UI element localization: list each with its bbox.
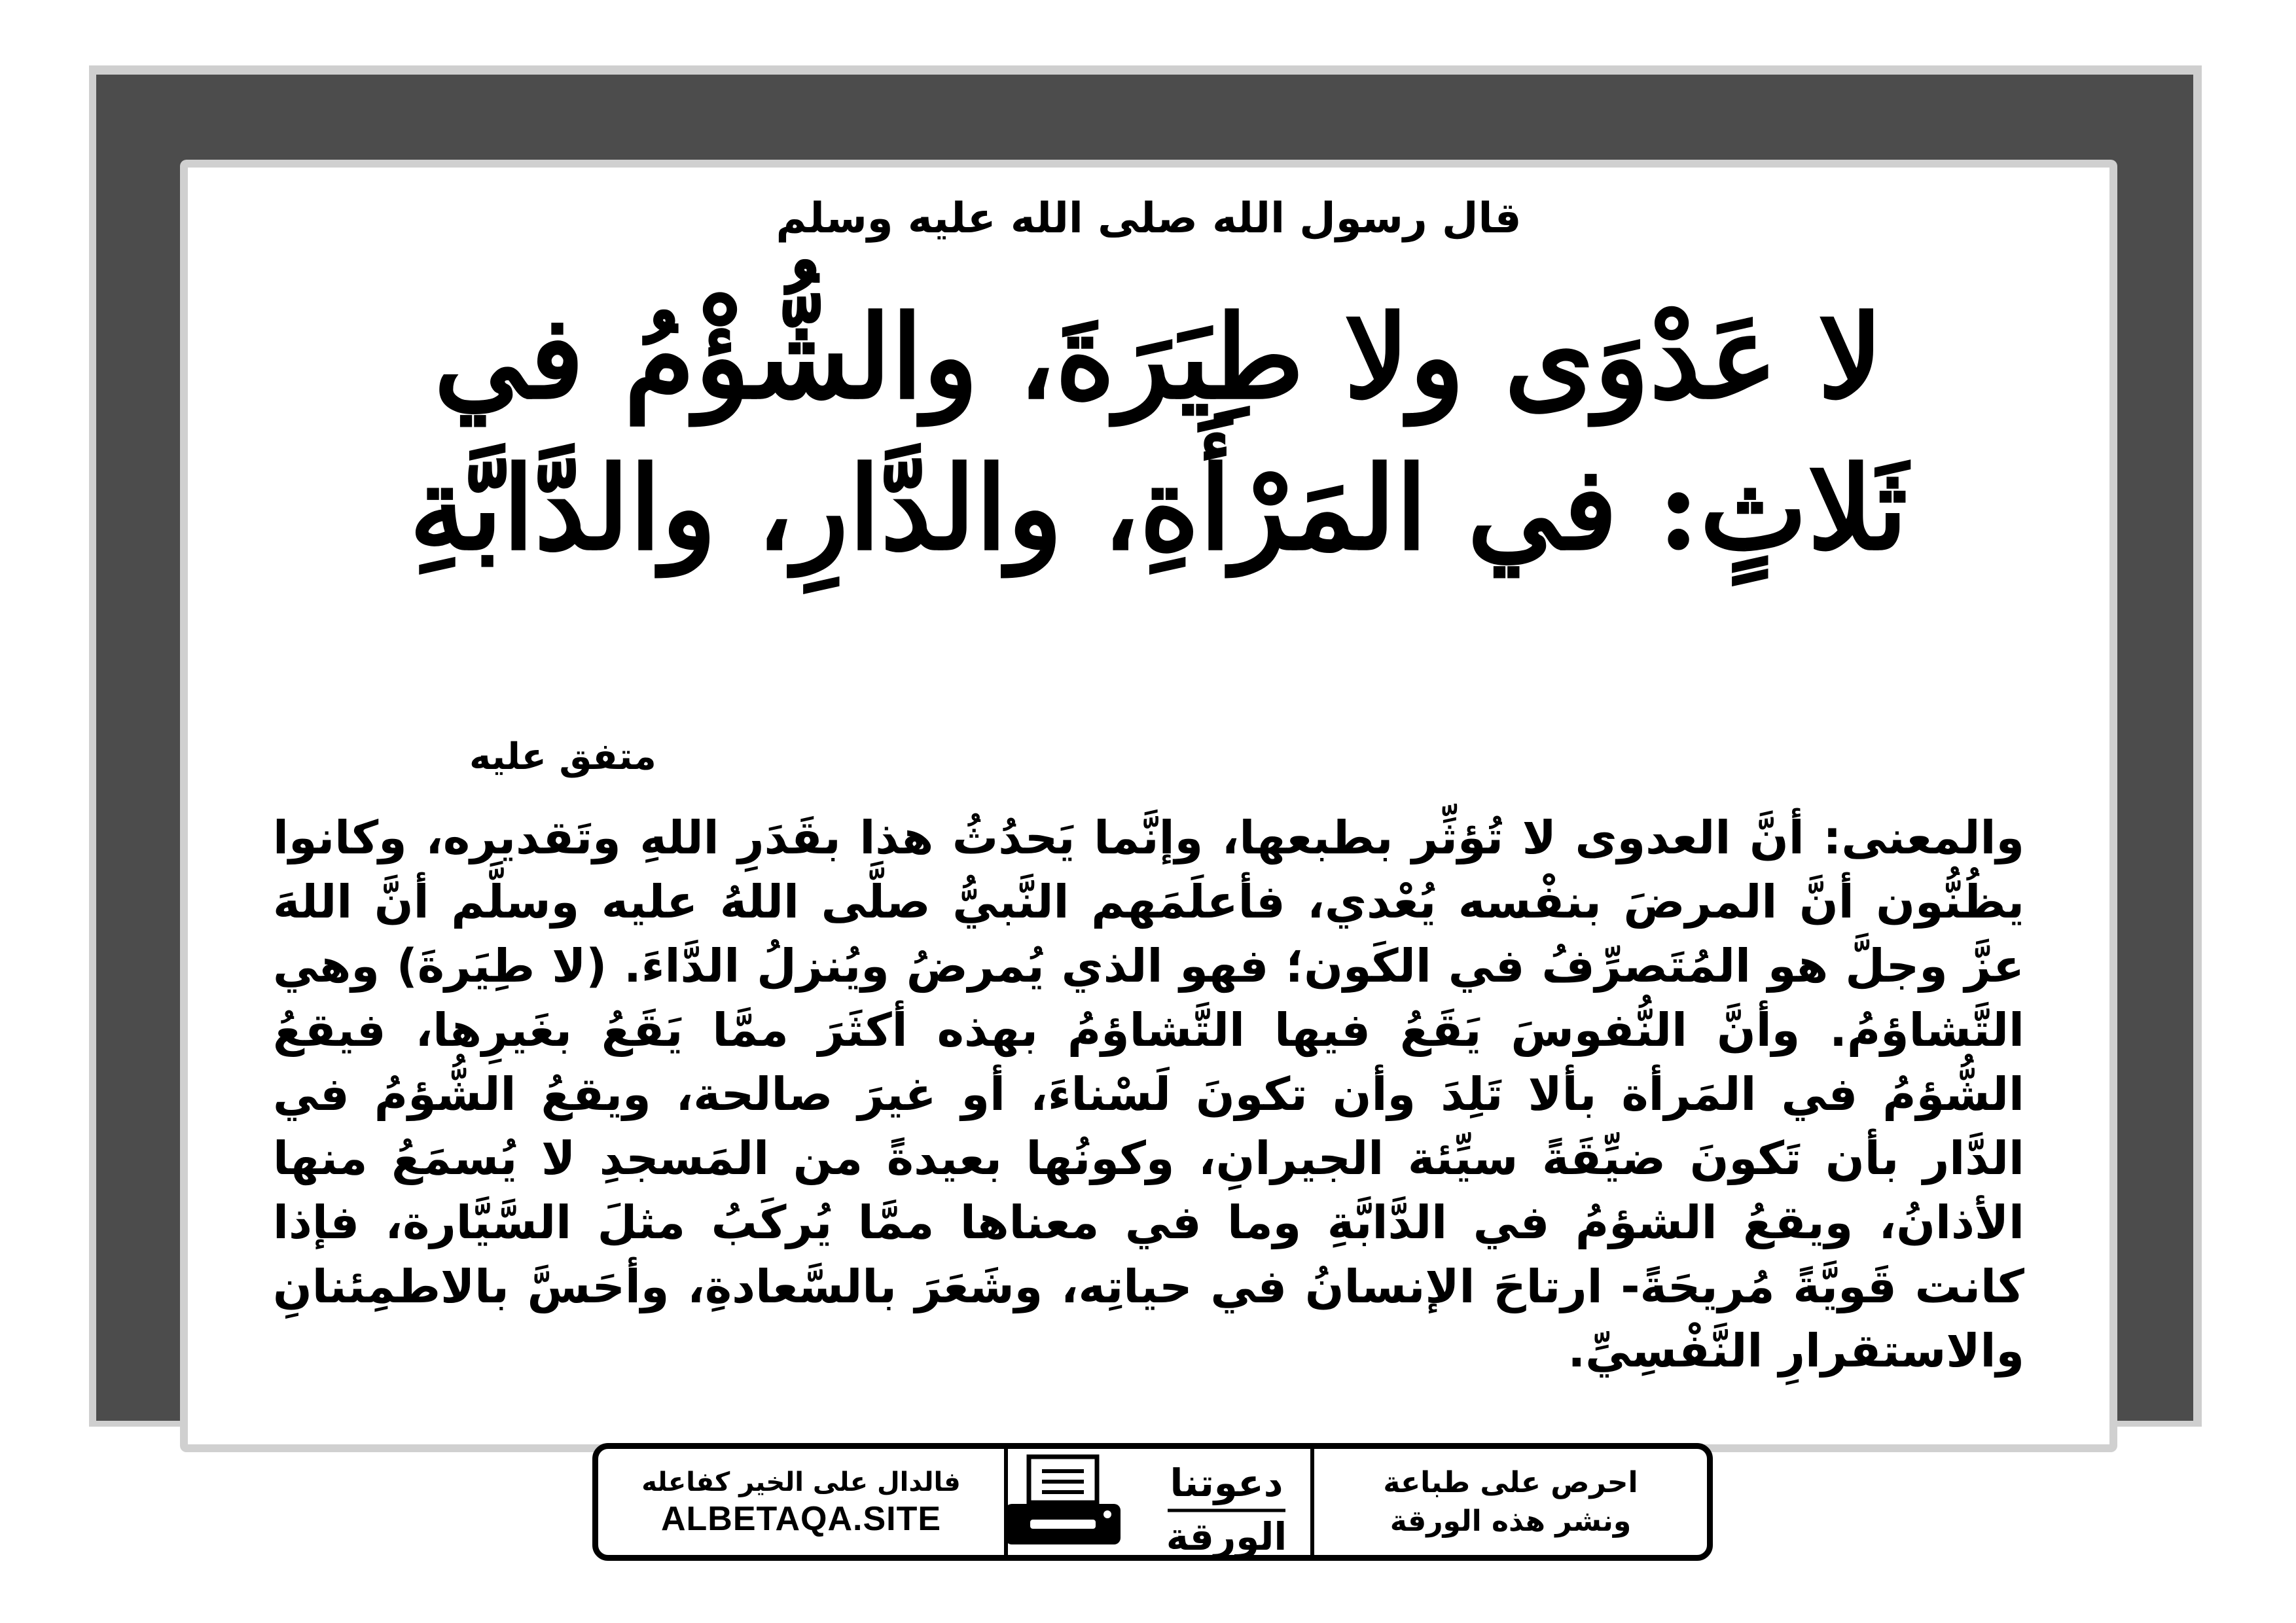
content-card bbox=[180, 160, 2117, 1452]
footer-divider-right bbox=[1310, 1449, 1314, 1555]
logo-text-1: دعوتنا bbox=[1170, 1461, 1283, 1505]
hadith-text bbox=[286, 282, 2031, 584]
footer-print-note bbox=[1314, 1449, 1707, 1555]
meaning-paragraph: والمعنى: أنَّ العدوى لا تُؤثِّر بطبعها، وإنَّما يَحدُثُ هذا بقَدَرِ اللهِ وتَقديره، وكانوا يظُنُّون أنَّ المرضَ بنفْسه يُعْدي، فأعلَمَهم النَّبيُّ صلَّى اللهُ عليه وسلَّم أنَّ اللهَ عزَّ وجلَّ هو المُتَصرِّفُ في الكَون؛ فهو الذي يُمرضُ ويُنزلُ الدَّاءَ. (لا طِيَرةَ) وهي التَّشاؤمُ. وأنَّ النُّفوسَ يَقَعُ فيها التَّشاؤمُ بهذه أكثَرَ ممَّا يَقَعُ بغَيرِها، فيقعُ الشُّؤمُ في المَرأة بألا تَلِدَ وأن تكونَ لَسْناءَ، أو غيرَ صالحة، ويقعُ الشُّؤمُ في الدَّار بأن تَكونَ ضيِّقَةً سيِّئة الجيرانِ، وكونُها بعيدةً من المَسجدِ لا يُسمَعُ منها الأذانُ، ويقعُ الشؤمُ في الدَّابَّةِ وما في معناها ممَّا يُركَبُ مثلَ السَّيَّارة، فإذا كانت قَويَّةً مُريحَةً- ارتاحَ الإنسانُ في حياتِه، وشَعَرَ بالسَّعادةِ، وأحَسَّ بالاطمِئنانِ والاستقرارِ النَّفْسِيِّ. bbox=[273, 811, 2024, 1378]
hadith-intro: قال رسول الله صلى الله عليه وسلم bbox=[776, 194, 1522, 243]
footer-site-block bbox=[598, 1449, 1004, 1555]
footer-tagline: فالدال على الخير كفاعله bbox=[641, 1467, 961, 1497]
hadith-source: متفق عليه bbox=[469, 736, 656, 778]
print-note-line-2: ونشر هذه الورقة bbox=[1390, 1505, 1632, 1538]
hadith-line-2: ثَلاثٍ: في المَرْأَةِ، والدَّارِ، والدَّابَّةِ bbox=[409, 442, 1908, 576]
print-note-line-1: احرص على طباعة bbox=[1383, 1465, 1638, 1499]
daawatuna-logo bbox=[1155, 1452, 1299, 1563]
printer-icon bbox=[991, 1449, 1135, 1555]
footer-banner bbox=[592, 1443, 1713, 1561]
logo-text-2: الورقة bbox=[1166, 1514, 1287, 1559]
hadith-line-1: لا عَدْوَى ولا طِيَرَةَ، والشُّؤْمُ في bbox=[433, 291, 1884, 425]
footer-divider-left bbox=[1004, 1449, 1008, 1555]
site-url[interactable]: ALBETAQA.SITE bbox=[660, 1500, 942, 1538]
